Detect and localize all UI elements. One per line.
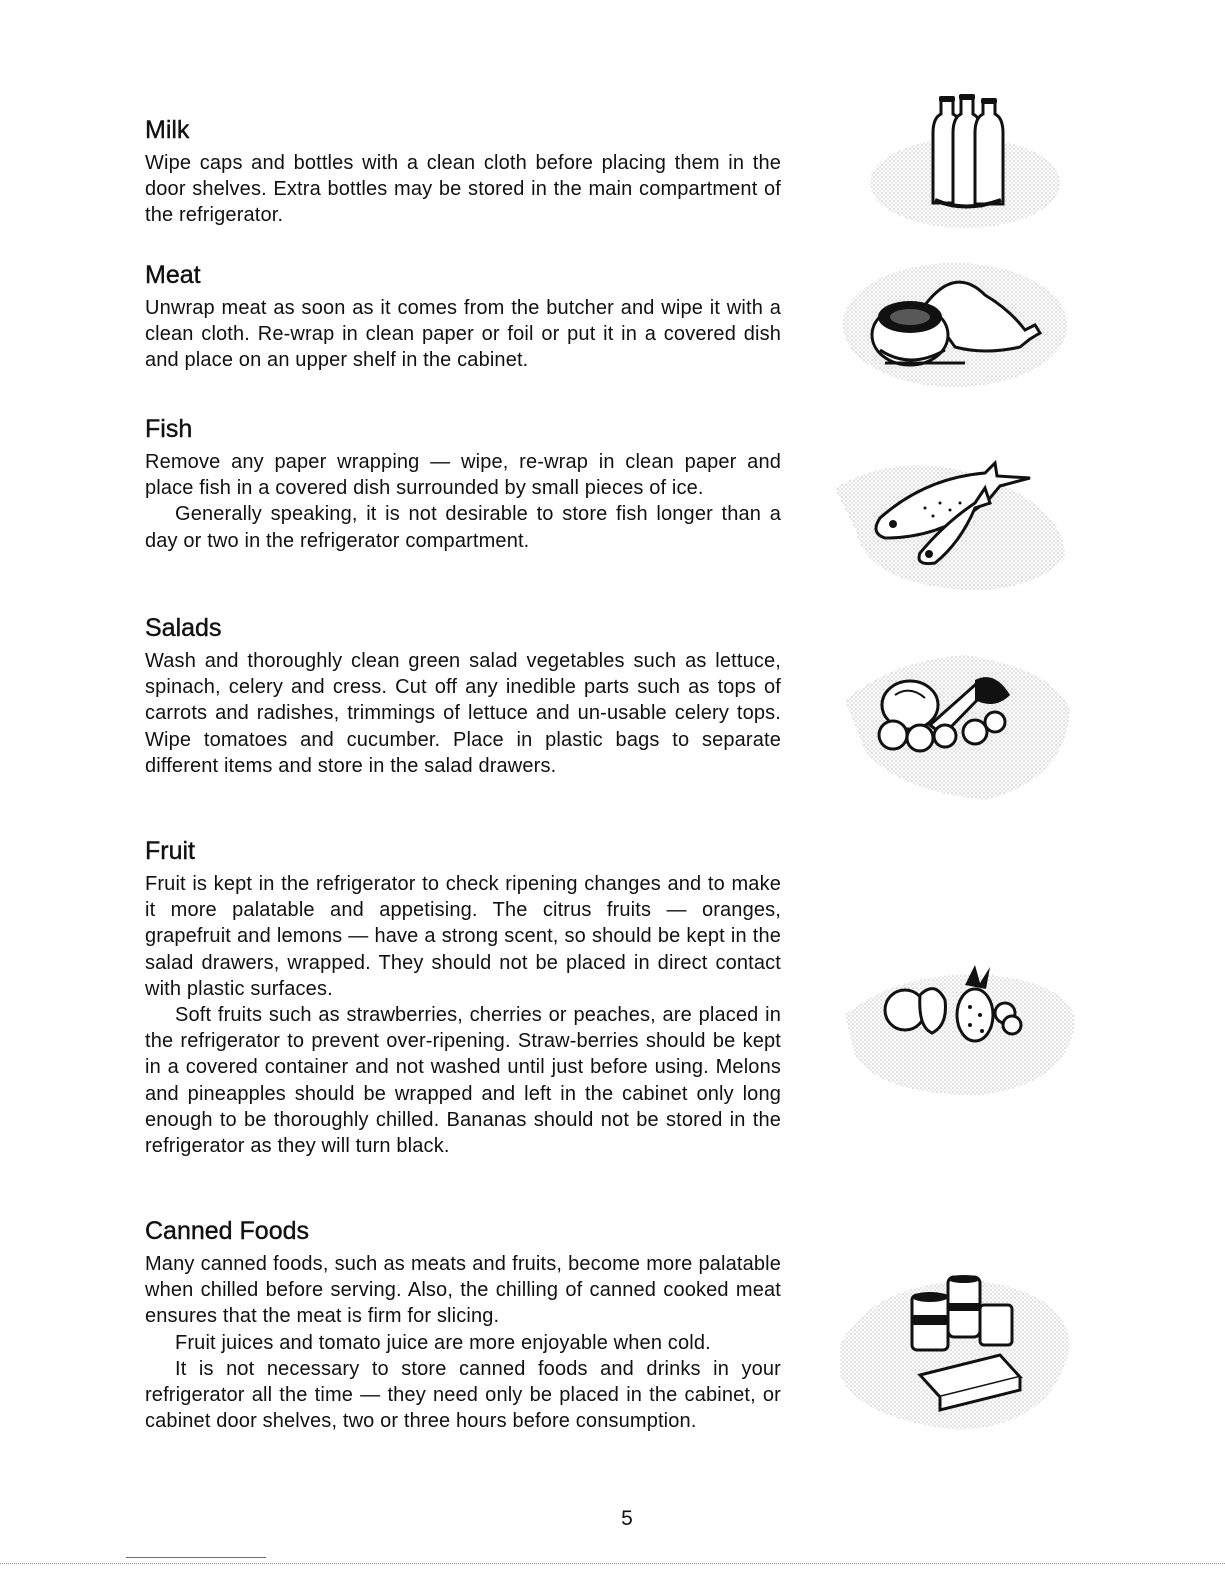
section-paragraph: Soft fruits such as strawberries, cherries or peaches, are placed in the refrigerator to prevent over-ripening. Straw-berries should be kept in a covered container and not washed until just before using. Melons and pineapples should be wrapped and left in the cabinet only long enough to be thoroughly chilled. Bananas should not be stored in the refrigerator as they will turn black.	[145, 1004, 781, 1158]
section-heading: Fish	[145, 415, 193, 443]
page-number: 5	[621, 1507, 633, 1530]
section-salads	[145, 614, 781, 779]
scan-edge-line	[126, 1557, 266, 1558]
section-paragraph: It is not necessary to store canned foods and drinks in your refrigerator all the time — they need only be placed in the cabinet, or cabinet door shelves, two or three hours before consumption.	[145, 1357, 781, 1433]
section-paragraph: Fruit is kept in the refrigerator to check ripening changes and to make it more palatable and appetising. The citrus fruits — oranges, grapefruit and lemons — have a strong scent, so should be kept in the salad drawers, wrapped. They should not be placed in direct contact with plastic surfaces.	[145, 873, 781, 1000]
salad-vegetables-icon	[835, 640, 1075, 810]
section-paragraph: Remove any paper wrapping — wipe, re-wrap in clean paper and place fish in a covered dish surrounded by small pieces of ice.	[145, 451, 781, 500]
section-fish	[145, 415, 781, 554]
section-paragraph: Fruit juices and tomato juice are more enjoyable when cold.	[175, 1331, 711, 1354]
section-heading: Canned Foods	[145, 1217, 310, 1245]
scan-edge-dotted-line	[0, 1563, 1225, 1564]
section-heading: Fruit	[145, 837, 195, 865]
section-paragraph: Wipe caps and bottles with a clean cloth before placing them in the door shelves. Extra bottles may be stored in the main compartment of the refrigerator.	[145, 152, 781, 227]
meat-icon	[835, 255, 1075, 400]
section-milk	[145, 116, 781, 229]
section-paragraph: Wash and thoroughly clean green salad vegetables such as lettuce, spinach, celery and cress. Cut off any inedible parts such as tops of carrots and radishes, trimmings of lettuce and un-usable celery tops. Wipe tomatoes and cucumber. Place in plastic bags to separate different items and store in the salad drawers.	[145, 650, 781, 777]
fruit-icon	[840, 955, 1080, 1105]
section-paragraph: Many canned foods, such as meats and fruits, become more palatable when chilled before serving. Also, the chilling of canned cooked meat ensures that the meat is firm for slicing.	[145, 1253, 781, 1328]
section-canned-foods	[145, 1217, 781, 1434]
milk-bottles-icon	[865, 88, 1070, 238]
fish-icon	[825, 448, 1075, 603]
section-heading: Salads	[145, 614, 222, 642]
section-meat	[145, 261, 781, 374]
section-heading: Meat	[145, 261, 201, 289]
canned-foods-icon	[830, 1265, 1075, 1435]
section-fruit	[145, 837, 781, 1159]
section-heading: Milk	[145, 116, 190, 144]
section-paragraph: Generally speaking, it is not desirable to store fish longer than a day or two in the refrigerator compartment.	[145, 503, 781, 552]
section-paragraph: Unwrap meat as soon as it comes from the butcher and wipe it with a clean cloth. Re-wrap in clean paper or foil or put it in a covered dish and place on an upper shelf in the cabinet.	[145, 297, 781, 372]
